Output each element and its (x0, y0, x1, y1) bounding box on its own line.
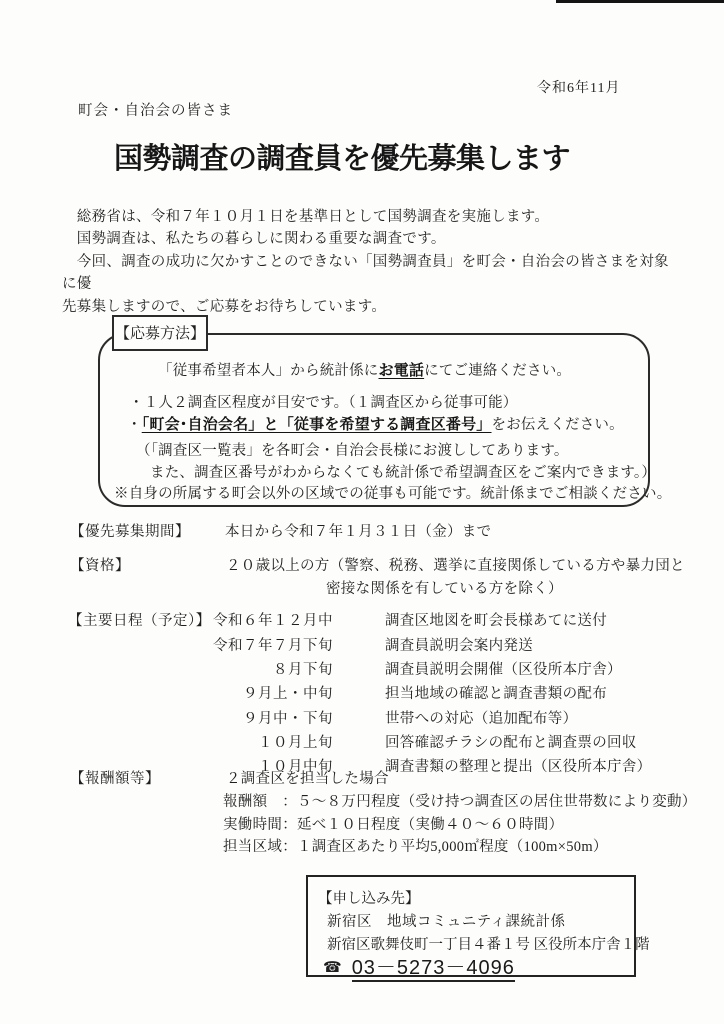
intro-line-2: 国勢調査は、私たちの暮らしに関わる重要な調査です。 (62, 231, 446, 248)
bullet-2-emphasis: 「町会･自治会名」と「従事を希望する調査区番号」 (141, 416, 492, 433)
reward-label: 【報酬額等】 (70, 771, 160, 787)
reward-line-2: 報酬額 ：５～８万円程度（受け持つ調査区の居住世帯数により変動） (223, 794, 697, 810)
application-method-box (98, 333, 672, 507)
application-contact-line (158, 359, 571, 380)
schedule-date: １０月中旬 (258, 759, 333, 775)
schedule-date: ９月中・下旬 (243, 711, 333, 727)
contact-organization: 新宿区 地域コミュニティ課統計係 (327, 914, 566, 930)
application-caution-note: ※自身の所属する町会以外の区域での従事も可能です。統計係までご相談ください。 (114, 486, 672, 502)
intro-paragraph (62, 206, 670, 318)
schedule-desc: 調査書類の整理と提出（区役所本庁舎） (385, 759, 652, 775)
schedule-date: １０月上旬 (258, 735, 333, 751)
phone-icon: ☎ (323, 960, 342, 976)
contact-address: 新宿区歌舞伎町一丁目４番１号 区役所本庁舎１階 (327, 937, 650, 953)
schedule-row-5 (180, 707, 577, 728)
schedule-date: ８月下旬 (273, 662, 333, 678)
contact-phone-number: 03－5273－4096 (352, 957, 515, 982)
reward-line-4: 担当区域：１調査区あたり平均5,000㎡程度（100m×50m） (223, 839, 608, 855)
page-title: 国勢調査の調査員を優先募集します (113, 143, 570, 175)
schedule-row-3 (180, 658, 622, 679)
contact-line-pre: 「従事希望者本人」から統計係に (158, 363, 379, 379)
schedule-date: ９月上・中旬 (243, 686, 333, 702)
schedule-desc: 回答確認チラシの配布と調査票の回収 (385, 735, 637, 751)
contact-phone-row (323, 951, 515, 980)
contact-line-emphasis-phone: お電話 (378, 362, 425, 379)
application-bullet-2 (127, 413, 624, 434)
qualification-line-1: ２０歳以上の方（警察、税務、選挙に直接関係している方や暴力団と (226, 558, 685, 574)
intro-line-3: 今回、調査の成功に欠かすことのできない「国勢調査員」を町会・自治会の皆さまを対象に優 (62, 253, 669, 293)
intro-line-1: 総務省は、令和７年１０月１日を基準日として国勢調査を実施します。 (62, 209, 550, 225)
application-method-label: 【応募方法】 (112, 315, 208, 351)
priority-period-label: 【優先募集期間】 (70, 524, 190, 540)
schedule-desc: 調査区地図を町会長様あてに送付 (385, 613, 607, 629)
contact-line-post: にてご連絡ください。 (424, 363, 572, 379)
scan-edge-artifact (556, 0, 724, 3)
schedule-date: 令和７年７月下旬 (213, 638, 333, 654)
schedule-row-2 (180, 634, 533, 655)
schedule-date: 令和６年１２月中 (213, 613, 333, 629)
schedule-desc: 調査員説明会案内発送 (385, 638, 533, 654)
schedule-row-4 (180, 682, 607, 703)
application-note-1: （「調査区一覧表」を各町会・自治会長様にお渡ししてあります。 (136, 443, 569, 459)
qualification-line-2: 密接な関係を有している方を除く） (326, 581, 563, 597)
schedule-label: 【主要日程（予定）】 (68, 613, 211, 629)
priority-period-value: 本日から令和７年１月３１日（金）まで (225, 524, 492, 540)
reward-line-1: ２調査区を担当した場合 (226, 771, 389, 787)
schedule-desc: 担当地域の確認と調査書類の配布 (385, 686, 607, 702)
bullet-2-post: をお伝えください。 (491, 417, 624, 433)
audience-line: 町会・自治会の皆さま (78, 103, 233, 119)
document-date: 令和6年11月 (537, 81, 621, 96)
reward-line-3: 実働時間：延べ１０日程度（実働４０～６０時間） (223, 817, 564, 833)
schedule-row-6 (180, 731, 637, 752)
bullet-2-marker: ・ (127, 417, 142, 433)
intro-line-4: 先募集しますので、ご応募をお待ちしています。 (62, 298, 387, 315)
schedule-desc: 調査員説明会開催（区役所本庁舎） (385, 662, 622, 678)
schedule-desc: 世帯への対応（追加配布等） (385, 711, 578, 727)
contact-box-label: 【申し込み先】 (318, 891, 420, 907)
application-bullet-1: ・１人２調査区程度が目安です。（１調査区から従事可能） (129, 395, 518, 411)
schedule-row-1 (180, 609, 607, 630)
application-note-2: また、調査区番号がわからなくても統計係で希望調査区をご案内できます。） (150, 465, 657, 481)
qualification-label: 【資格】 (70, 558, 130, 574)
contact-box (306, 875, 650, 979)
